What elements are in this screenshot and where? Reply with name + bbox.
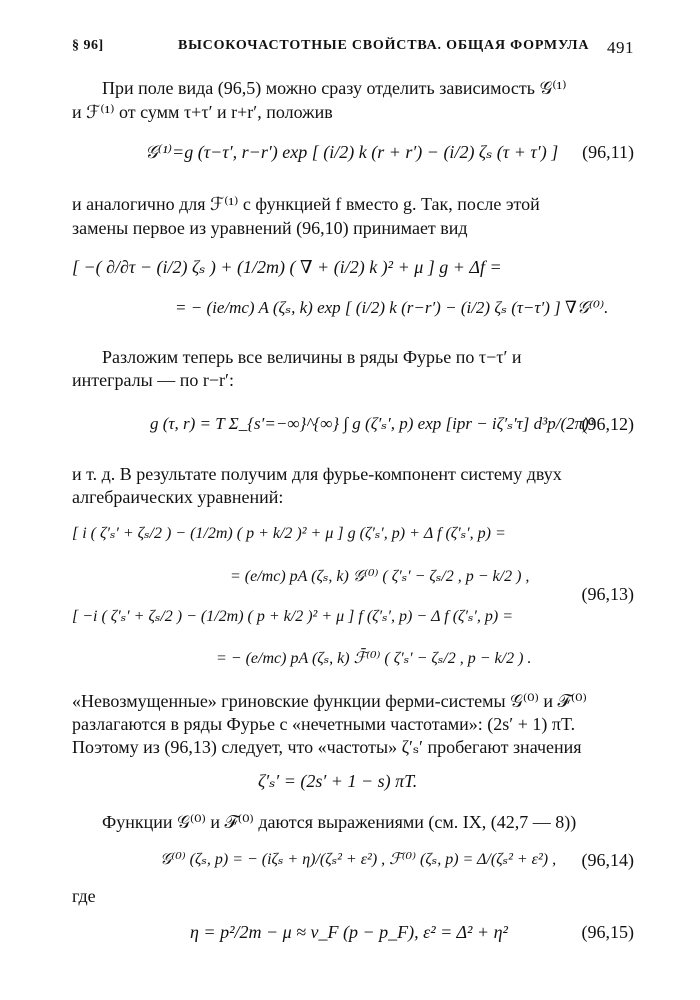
equation-line: [ i ( ζ′ₛ′ + ζₛ/2 ) − (1/2m) ( p + k/2 )² + μ ] g (ζ′ₛ′, p) + Δ f (ζ′ₛ′, p) = <box>72 525 506 542</box>
equation-number: (96,13) <box>581 584 634 604</box>
equation-96-11: 𝒢⁽¹⁾=g (τ−τ′, r−r′) exp [ (i/2) k (r + r′) − (i/2) ζₛ (τ + τ′) ] <box>145 142 559 162</box>
text-line: и ℱ⁽¹⁾ от сумм τ+τ′ и r+r′, положив <box>72 102 333 122</box>
text-line: Разложим теперь все величины в ряды Фурье по τ−τ′ и <box>102 347 522 367</box>
text-line: алгебраических уравнений: <box>72 487 284 507</box>
text-line: где <box>72 886 96 906</box>
equation-zeta: ζ′ₛ′ = (2s′ + 1 − s) πT. <box>258 771 418 791</box>
running-title: ВЫСОКОЧАСТОТНЫЕ СВОЙСТВА. ОБЩАЯ ФОРМУЛА <box>178 38 590 53</box>
equation-line: = − (e/mc) pA (ζₛ, k) ℱ̄⁽⁰⁾ ( ζ′ₛ′ − ζₛ/2 , p − k/2 ) . <box>216 650 532 667</box>
equation-line: [ −( ∂/∂τ − (i/2) ζₛ ) + (1/2m) ( ∇ + (i/2) k )² + μ ] g + Δf = <box>72 257 502 277</box>
equation-line: [ −i ( ζ′ₛ′ + ζₛ/2 ) − (1/2m) ( p + k/2 )² + μ ] f (ζ′ₛ′, p) − Δ f (ζ′ₛ′, p) = <box>72 608 514 625</box>
equation-96-15: η = p²/2m − μ ≈ v_F (p − p_F), ε² = Δ² + η² <box>190 922 508 942</box>
text-line: Поэтому из (96,13) следует, что «частоты» ζ′ₛ′ пробегают значения <box>72 737 582 757</box>
text-line: При поле вида (96,5) можно сразу отделить зависимость 𝒢⁽¹⁾ <box>102 78 567 98</box>
equation-number: (96,11) <box>582 142 634 162</box>
equation-number: (96,15) <box>581 922 634 942</box>
equation-line: = (e/mc) pA (ζₛ, k) 𝒢⁽⁰⁾ ( ζ′ₛ′ − ζₛ/2 , p − k/2 ) , <box>230 568 530 585</box>
text-line: и т. д. В результате получим для фурье-компонент систему двух <box>72 464 562 484</box>
equation-96-12: g (τ, r) = T Σ_{s′=−∞}^{∞} ∫ g (ζ′ₛ′, p) exp [ipr − iζ′ₛ′τ] d³p/(2π)³ <box>150 414 594 433</box>
text-line: разлагаются в ряды Фурье с «нечетными частотами»: (2s′ + 1) πT. <box>72 714 576 734</box>
page-number: 491 <box>607 38 634 57</box>
section-marker: § 96] <box>72 38 104 53</box>
text-line: «Невозмущенные» гриновские функции ферми-системы 𝒢⁽⁰⁾ и ℱ⁽⁰⁾ <box>72 691 587 711</box>
equation-number: (96,14) <box>581 850 634 870</box>
text-line: замены первое из уравнений (96,10) принимает вид <box>72 218 468 238</box>
text-line: Функции 𝒢⁽⁰⁾ и ℱ⁽⁰⁾ даются выражениями (см. IX, (42,7 — 8)) <box>102 812 577 832</box>
equation-line: = − (ie/mc) A (ζₛ, k) exp [ (i/2) k (r−r′) − (i/2) ζₛ (τ−τ′) ] ∇𝒢⁽⁰⁾. <box>175 298 609 317</box>
equation-number: (96,12) <box>581 414 634 434</box>
text-line: и аналогично для ℱ⁽¹⁾ с функцией f вместо g. Так, после этой <box>72 194 540 214</box>
text-line: интегралы — по r−r′: <box>72 370 234 390</box>
equation-96-14: 𝒢⁽⁰⁾ (ζₛ, p) = − (iζₛ + η)/(ζₛ² + ε²) , ℱ⁽⁰⁾ (ζₛ, p) = Δ/(ζₛ² + ε²) , <box>160 851 557 868</box>
